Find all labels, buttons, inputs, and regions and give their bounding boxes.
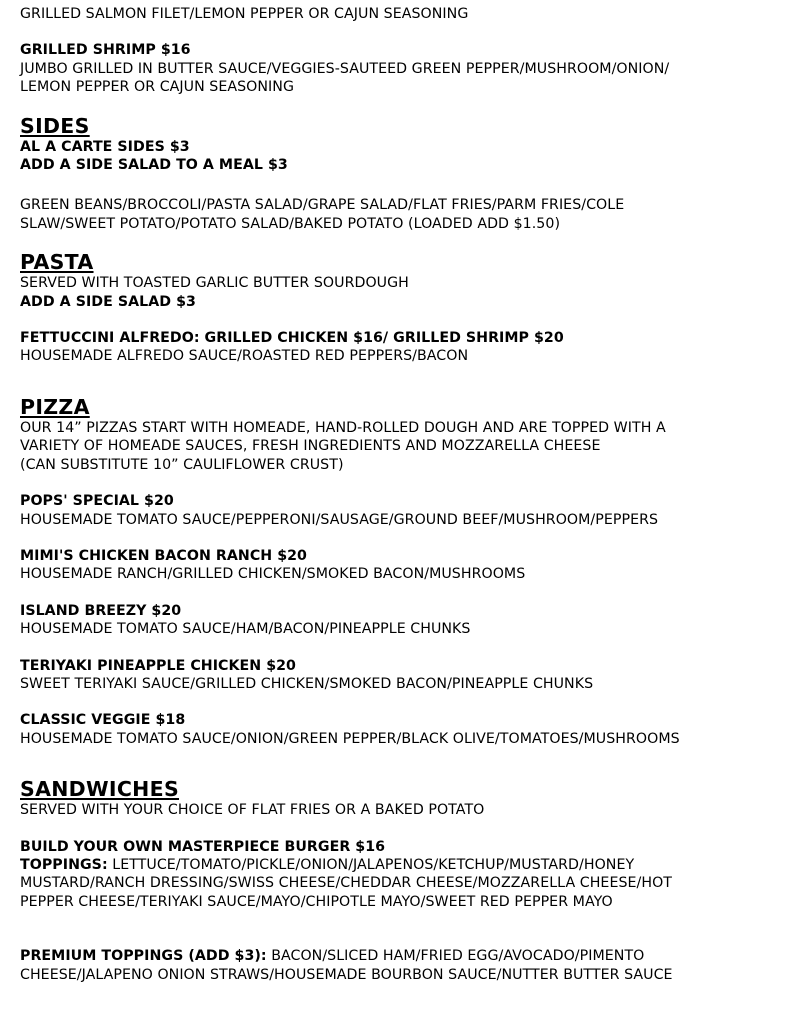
pizza-intro-line-1: OUR 14” PIZZAS START WITH HOMEADE, HAND-ROLLED DOUGH AND ARE TOPPED WITH A	[20, 419, 666, 436]
pizza-item-description: HOUSEMADE RANCH/GRILLED CHICKEN/SMOKED BACON/MUSHROOMS	[20, 566, 526, 583]
fettuccini-alfredo-title: FETTUCCINI ALFREDO: GRILLED CHICKEN $16/ GRILLED SHRIMP $20	[20, 330, 564, 347]
pizza-item-title: TERIYAKI PINEAPPLE CHICKEN $20	[20, 657, 296, 674]
pizza-item-description: HOUSEMADE TOMATO SAUCE/HAM/BACON/PINEAPPLE CHUNKS	[20, 621, 471, 638]
toppings-label: TOPPINGS:	[20, 856, 108, 873]
burger-title: BUILD YOUR OWN MASTERPIECE BURGER $16	[20, 838, 386, 855]
sandwiches-served-with: SERVED WITH YOUR CHOICE OF FLAT FRIES OR A BAKED POTATO	[20, 802, 485, 819]
pizza-item-description: HOUSEMADE TOMATO SAUCE/ONION/GREEN PEPPER/BLACK OLIVE/TOMATOES/MUSHROOMS	[20, 730, 680, 747]
sides-heading: SIDES	[20, 113, 90, 138]
grilled-shrimp-description-line-1: JUMBO GRILLED IN BUTTER SAUCE/VEGGIES-SAUTEED GREEN PEPPER/MUSHROOM/ONION/	[20, 60, 670, 77]
pizza-item-description: SWEET TERIYAKI SAUCE/GRILLED CHICKEN/SMOKED BACON/PINEAPPLE CHUNKS	[20, 675, 594, 692]
burger-toppings-line-3: PEPPER CHEESE/TERIYAKI SAUCE/MAYO/CHIPOTLE MAYO/SWEET RED PEPPER MAYO	[20, 893, 613, 910]
pizza-item-title: CLASSIC VEGGIE $18	[20, 712, 186, 729]
premium-toppings-text: BACON/SLICED HAM/FRIED EGG/AVOCADO/PIMENTO	[266, 948, 645, 965]
premium-toppings-line-2: CHEESE/JALAPENO ONION STRAWS/HOUSEMADE BOURBON SAUCE/NUTTER BUTTER SAUCE	[20, 966, 673, 983]
grilled-shrimp-description-line-2: LEMON PEPPER OR CAJUN SEASONING	[20, 79, 295, 96]
burger-toppings-line-2: MUSTARD/RANCH DRESSING/SWISS CHEESE/CHEDDAR CHEESE/MOZZARELLA CHEESE/HOT	[20, 875, 673, 892]
sides-list-line-1: GREEN BEANS/BROCCOLI/PASTA SALAD/GRAPE SALAD/FLAT FRIES/PARM FRIES/COLE	[20, 197, 625, 214]
pizza-intro-line-2: VARIETY OF HOMEADE SAUCES, FRESH INGREDIENTS AND MOZZARELLA CHEESE	[20, 438, 601, 455]
fettuccini-alfredo-description: HOUSEMADE ALFREDO SAUCE/ROASTED RED PEPPERS/BACON	[20, 348, 469, 365]
pizza-item-title: ISLAND BREEZY $20	[20, 602, 182, 619]
pasta-heading: PASTA	[20, 250, 94, 275]
pizza-item-title: POPS' SPECIAL $20	[20, 493, 174, 510]
menu-page	[20, 5, 785, 984]
pasta-add-salad: ADD A SIDE SALAD $3	[20, 293, 196, 310]
premium-toppings-line-1	[20, 947, 785, 965]
pizza-intro-line-3: (CAN SUBSTITUTE 10” CAULIFLOWER CRUST)	[20, 456, 344, 473]
toppings-text: LETTUCE/TOMATO/PICKLE/ONION/JALAPENOS/KETCHUP/MUSTARD/HONEY	[107, 856, 635, 873]
sides-al-a-carte: AL A CARTE SIDES $3	[20, 138, 190, 155]
pizza-item-title: MIMI'S CHICKEN BACON RANCH $20	[20, 547, 307, 564]
premium-toppings-label: PREMIUM TOPPINGS (ADD $3):	[20, 948, 267, 965]
grilled-shrimp-title: GRILLED SHRIMP $16	[20, 42, 191, 59]
sides-add-salad: ADD A SIDE SALAD TO A MEAL $3	[20, 157, 288, 174]
sandwiches-heading: SANDWICHES	[20, 777, 180, 802]
sides-list-line-2: SLAW/SWEET POTATO/POTATO SALAD/BAKED POTATO (LOADED ADD $1.50)	[20, 215, 561, 232]
burger-toppings-line-1	[20, 856, 785, 874]
pasta-served-with: SERVED WITH TOASTED GARLIC BUTTER SOURDOUGH	[20, 275, 409, 292]
salmon-description: GRILLED SALMON FILET/LEMON PEPPER OR CAJUN SEASONING	[20, 6, 469, 22]
pizza-heading: PIZZA	[20, 394, 90, 419]
pizza-item-description: HOUSEMADE TOMATO SAUCE/PEPPERONI/SAUSAGE/GROUND BEEF/MUSHROOM/PEPPERS	[20, 511, 659, 528]
